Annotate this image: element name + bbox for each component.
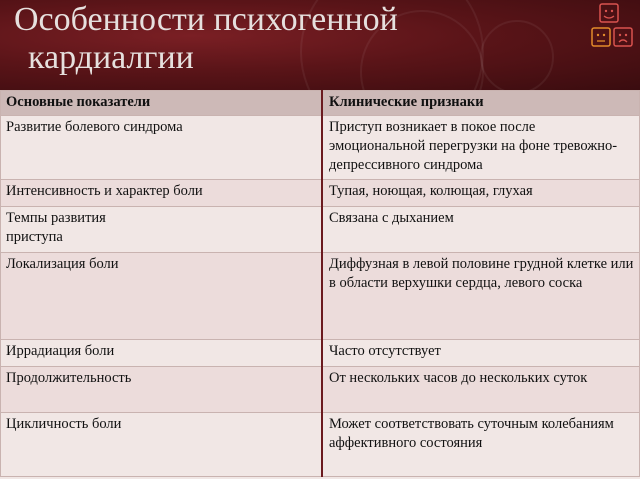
title-line-1: Особенности психогенной bbox=[14, 1, 398, 38]
smiley-faces-logo-icon bbox=[590, 2, 636, 52]
table-row bbox=[1, 367, 640, 413]
table-cell: Темпы развития приступа bbox=[1, 207, 323, 253]
table-row bbox=[1, 253, 640, 340]
header-cell: Основные показатели bbox=[1, 91, 323, 116]
table-cell: Продолжительность bbox=[1, 367, 323, 413]
header-cell: Клинические признаки bbox=[322, 91, 640, 116]
table-row bbox=[1, 116, 640, 180]
table-cell: От нескольких часов до нескольких суток bbox=[322, 367, 640, 413]
table-cell: Иррадиация боли bbox=[1, 340, 323, 367]
table-cell: Диффузная в левой половине грудной клетке или в области верхушки сердца, левого соска bbox=[322, 253, 640, 340]
title-line-2: кардиалгии bbox=[28, 39, 194, 76]
slide-title bbox=[14, 0, 574, 77]
table-cell: Развитие болевого синдрома bbox=[1, 116, 323, 180]
comparison-table bbox=[0, 90, 640, 477]
table-cell: Тупая, ноющая, колющая, глухая bbox=[322, 180, 640, 207]
table-cell: Связана с дыханием bbox=[322, 207, 640, 253]
table-cell: Цикличность боли bbox=[1, 413, 323, 477]
slide-header bbox=[0, 0, 640, 90]
table-cell: Локализация боли bbox=[1, 253, 323, 340]
table-row bbox=[1, 413, 640, 477]
table-cell: Может соответствовать суточным колебаниям аффективного состояния bbox=[322, 413, 640, 477]
table-row bbox=[1, 180, 640, 207]
table-header-row bbox=[1, 91, 640, 116]
table-cell: Приступ возникает в покое после эмоциональной перегрузки на фоне тревожно-депрессивного синдрома bbox=[322, 116, 640, 180]
table-row bbox=[1, 207, 640, 253]
table-cell: Интенсивность и характер боли bbox=[1, 180, 323, 207]
table-cell: Часто отсутствует bbox=[322, 340, 640, 367]
table-row bbox=[1, 340, 640, 367]
